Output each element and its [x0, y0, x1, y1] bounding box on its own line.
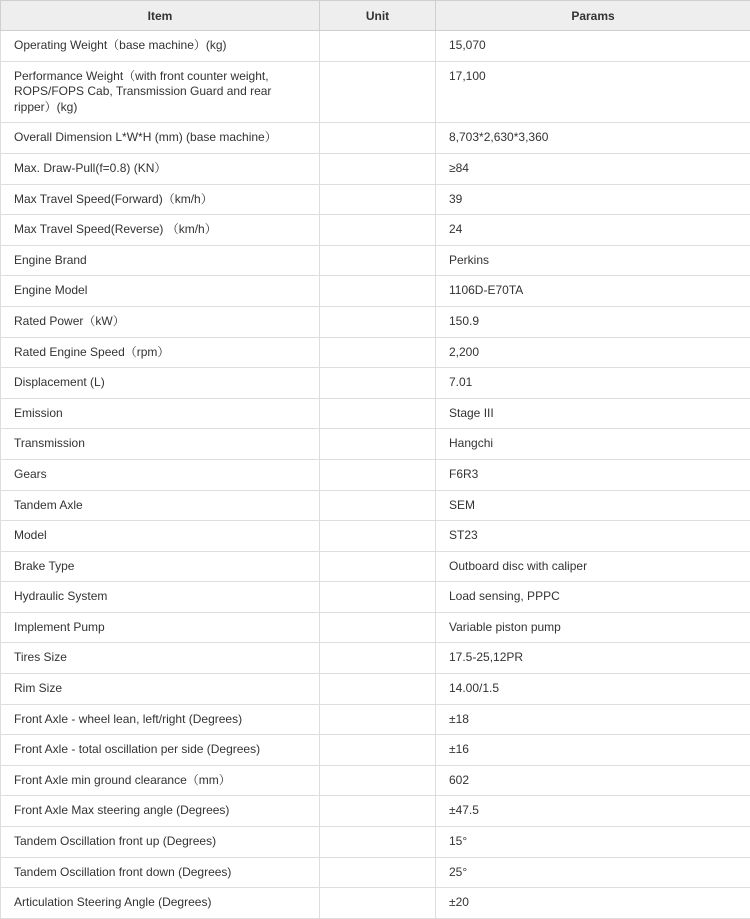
table-row — [1, 306, 750, 337]
item-cell: Gears — [1, 459, 320, 490]
unit-cell — [320, 31, 436, 62]
unit-cell — [320, 582, 436, 613]
params-cell: SEM — [436, 490, 750, 521]
table-row — [1, 245, 750, 276]
params-cell: Load sensing, PPPC — [436, 582, 750, 613]
item-cell: Articulation Steering Angle (Degrees) — [1, 888, 320, 919]
params-cell: ±47.5 — [436, 796, 750, 827]
table-row — [1, 674, 750, 705]
item-cell: Engine Brand — [1, 245, 320, 276]
item-cell: Displacement (L) — [1, 368, 320, 399]
unit-cell — [320, 368, 436, 399]
unit-cell — [320, 184, 436, 215]
table-row — [1, 61, 750, 123]
unit-cell — [320, 276, 436, 307]
table-row — [1, 827, 750, 858]
params-cell: 15° — [436, 827, 750, 858]
table-row — [1, 765, 750, 796]
unit-cell — [320, 612, 436, 643]
table-row — [1, 521, 750, 552]
item-cell: Front Axle - total oscillation per side (Degrees) — [1, 735, 320, 766]
item-cell: Operating Weight（base machine）(kg) — [1, 31, 320, 62]
item-cell: Engine Model — [1, 276, 320, 307]
unit-cell — [320, 857, 436, 888]
params-cell: ST23 — [436, 521, 750, 552]
item-cell: Emission — [1, 398, 320, 429]
params-cell: ±20 — [436, 888, 750, 919]
params-cell: Hangchi — [436, 429, 750, 460]
table-row — [1, 735, 750, 766]
unit-cell — [320, 215, 436, 246]
table-row — [1, 796, 750, 827]
params-cell: 25° — [436, 857, 750, 888]
unit-cell — [320, 429, 436, 460]
item-cell: Rated Power（kW） — [1, 306, 320, 337]
unit-cell — [320, 337, 436, 368]
table-row — [1, 398, 750, 429]
item-cell: Brake Type — [1, 551, 320, 582]
table-row — [1, 368, 750, 399]
header-row — [1, 1, 750, 31]
params-cell: ±18 — [436, 704, 750, 735]
unit-cell — [320, 551, 436, 582]
table-row — [1, 888, 750, 919]
params-cell: 1106D-E70TA — [436, 276, 750, 307]
unit-cell — [320, 306, 436, 337]
table-row — [1, 337, 750, 368]
item-cell: Tires Size — [1, 643, 320, 674]
unit-cell — [320, 61, 436, 123]
params-cell: ≥84 — [436, 153, 750, 184]
params-cell: Outboard disc with caliper — [436, 551, 750, 582]
unit-cell — [320, 735, 436, 766]
item-cell: Max. Draw-Pull(f=0.8) (KN） — [1, 153, 320, 184]
params-cell: 17,100 — [436, 61, 750, 123]
item-cell: Max Travel Speed(Reverse) （km/h） — [1, 215, 320, 246]
params-cell: 150.9 — [436, 306, 750, 337]
table-row — [1, 459, 750, 490]
item-cell: Rim Size — [1, 674, 320, 705]
item-cell: Overall Dimension L*W*H (mm) (base machine） — [1, 123, 320, 154]
item-cell: Tandem Oscillation front up (Degrees) — [1, 827, 320, 858]
table-row — [1, 704, 750, 735]
item-cell: Front Axle Max steering angle (Degrees) — [1, 796, 320, 827]
item-cell: Tandem Oscillation front down (Degrees) — [1, 857, 320, 888]
unit-cell — [320, 674, 436, 705]
item-cell: Model — [1, 521, 320, 552]
unit-cell — [320, 123, 436, 154]
table-row — [1, 123, 750, 154]
unit-cell — [320, 490, 436, 521]
table-row — [1, 582, 750, 613]
unit-cell — [320, 796, 436, 827]
unit-cell — [320, 521, 436, 552]
table-row — [1, 153, 750, 184]
item-cell: Implement Pump — [1, 612, 320, 643]
params-cell: 14.00/1.5 — [436, 674, 750, 705]
item-cell: Transmission — [1, 429, 320, 460]
params-cell: Perkins — [436, 245, 750, 276]
header-unit: Unit — [320, 1, 436, 31]
item-cell: Front Axle - wheel lean, left/right (Degrees) — [1, 704, 320, 735]
table-row — [1, 551, 750, 582]
item-cell: Rated Engine Speed（rpm） — [1, 337, 320, 368]
table-row — [1, 490, 750, 521]
table-row — [1, 857, 750, 888]
item-cell: Max Travel Speed(Forward)（km/h） — [1, 184, 320, 215]
table-row — [1, 276, 750, 307]
unit-cell — [320, 459, 436, 490]
unit-cell — [320, 888, 436, 919]
params-cell: F6R3 — [436, 459, 750, 490]
table-row — [1, 429, 750, 460]
unit-cell — [320, 153, 436, 184]
item-cell: Performance Weight（with front counter weight, ROPS/FOPS Cab, Transmission Guard and rear ripper）(kg) — [1, 61, 320, 123]
item-cell: Tandem Axle — [1, 490, 320, 521]
header-item: Item — [1, 1, 320, 31]
item-cell: Front Axle min ground clearance（mm） — [1, 765, 320, 796]
table-body — [1, 31, 750, 919]
unit-cell — [320, 704, 436, 735]
table-row — [1, 612, 750, 643]
params-cell: 7.01 — [436, 368, 750, 399]
table-row — [1, 215, 750, 246]
params-cell: 602 — [436, 765, 750, 796]
unit-cell — [320, 398, 436, 429]
params-cell: 15,070 — [436, 31, 750, 62]
table-header — [1, 1, 750, 31]
item-cell: Hydraulic System — [1, 582, 320, 613]
unit-cell — [320, 827, 436, 858]
unit-cell — [320, 765, 436, 796]
table-row — [1, 184, 750, 215]
params-cell: 24 — [436, 215, 750, 246]
params-cell: 8,703*2,630*3,360 — [436, 123, 750, 154]
params-cell: Stage III — [436, 398, 750, 429]
params-cell: 2,200 — [436, 337, 750, 368]
table-row — [1, 643, 750, 674]
params-cell: 39 — [436, 184, 750, 215]
unit-cell — [320, 245, 436, 276]
unit-cell — [320, 643, 436, 674]
params-cell: Variable piston pump — [436, 612, 750, 643]
table-row — [1, 31, 750, 62]
params-cell: ±16 — [436, 735, 750, 766]
params-cell: 17.5-25,12PR — [436, 643, 750, 674]
header-params: Params — [436, 1, 750, 31]
